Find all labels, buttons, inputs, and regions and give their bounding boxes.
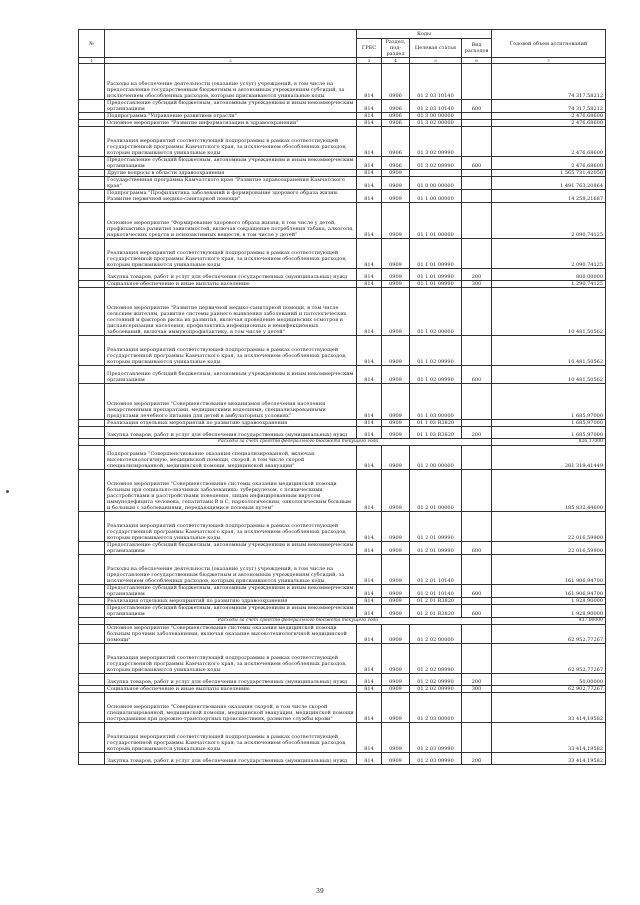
- table-row: [79, 585, 606, 598]
- row-target: 01 2 01 00000: [410, 470, 462, 512]
- row-number-cell: [79, 366, 105, 384]
- row-section: 0906: [382, 113, 410, 120]
- row-name: Реализация отдельных мероприятий по развитию здравоохранения: [105, 420, 357, 427]
- row-section: 0909: [382, 366, 410, 384]
- table-row: [79, 64, 606, 100]
- row-sum: 22 016,59900: [492, 542, 606, 555]
- row-name: Реализация мероприятий соответствующей подпрограммы в рамках соответствующей государственной программы Камчатского края, за исключением обособленных расходов, которым присваиваются уникальные коды: [105, 239, 357, 269]
- table-row: [79, 366, 606, 384]
- row-sum: 800,00000: [492, 269, 606, 281]
- row-exp-type: [462, 177, 492, 190]
- row-number-cell: [79, 427, 105, 439]
- row-exp-type: 600: [462, 542, 492, 555]
- row-name: Предоставление субсидий бюджетным, автономным учреждениям и иным некоммерческим организациям: [105, 100, 357, 113]
- row-number-cell: [79, 542, 105, 555]
- row-number-cell: [79, 336, 105, 366]
- row-target: 01 3 02 00000: [410, 120, 462, 127]
- row-sum: 10 481,50562: [492, 336, 606, 366]
- row-target: 01 1 03 00000: [410, 384, 462, 420]
- row-number-cell: [79, 439, 105, 446]
- row-grbs: 814: [357, 420, 382, 427]
- col-header-grbs: ГРБС: [357, 39, 382, 58]
- row-target: 01 2 01 R3820: [410, 598, 462, 605]
- row-section: 0909: [382, 177, 410, 190]
- table-row: [79, 281, 606, 288]
- row-grbs: 814: [357, 427, 382, 439]
- row-grbs: 814: [357, 555, 382, 585]
- row-target: 01 1 02 00000: [410, 288, 462, 336]
- row-target: 01 2 01 09990: [410, 512, 462, 542]
- row-name: Реализация мероприятий соответствующей подпрограммы в рамках соответствующей государственной программы Камчатского края, за исключением обособленных расходов, которым присваиваются уникальные коды: [105, 336, 357, 366]
- row-section: 0909: [382, 674, 410, 686]
- row-section: 0909: [382, 170, 410, 177]
- row-grbs: 814: [357, 127, 382, 157]
- row-exp-type: [462, 598, 492, 605]
- row-grbs: 814: [357, 100, 382, 113]
- row-section: 0909: [382, 336, 410, 366]
- row-target: 01 1 01 09990: [410, 239, 462, 269]
- col-index: 7: [492, 58, 606, 64]
- row-sum: 2 476,68600: [492, 127, 606, 157]
- row-target: 01 1 03 R3820: [410, 420, 462, 427]
- row-section: 0909: [382, 555, 410, 585]
- row-name: Социальное обеспечение и иные выплаты населению: [105, 686, 357, 693]
- row-exp-type: [462, 693, 492, 723]
- row-target: 01 1 02 09990: [410, 366, 462, 384]
- col-index: 1: [79, 58, 105, 64]
- table-row: [79, 203, 606, 239]
- row-sum: 185 832,44600: [492, 470, 606, 512]
- row-number-cell: [79, 693, 105, 723]
- page-number: 39: [316, 888, 324, 895]
- row-grbs: 814: [357, 157, 382, 170]
- note-text: Расходы за счет средств федерального бюджета текущего года: [105, 618, 492, 625]
- row-sum: 1 685,97000: [492, 420, 606, 427]
- row-section: 0909: [382, 598, 410, 605]
- row-exp-type: [462, 64, 492, 100]
- row-exp-type: 200: [462, 427, 492, 439]
- row-exp-type: [462, 384, 492, 420]
- row-number-cell: [79, 686, 105, 693]
- row-exp-type: 600: [462, 100, 492, 113]
- row-target: 01 2 03 10140: [410, 64, 462, 100]
- row-section: 0909: [382, 585, 410, 598]
- row-sum: 10 481,50562: [492, 288, 606, 336]
- row-exp-type: 600: [462, 585, 492, 598]
- row-section: 0909: [382, 625, 410, 644]
- table-row: [79, 674, 606, 686]
- table-row: [79, 470, 606, 512]
- row-exp-type: [462, 555, 492, 585]
- row-number-cell: [79, 157, 105, 170]
- row-exp-type: 300: [462, 281, 492, 288]
- row-number-cell: [79, 585, 105, 598]
- row-target: 01 2 00 00000: [410, 446, 462, 470]
- row-section: 0906: [382, 100, 410, 113]
- row-sum: 62 902,77267: [492, 686, 606, 693]
- row-name: Закупка товаров, работ и услуг для обеспечения государственных (муниципальных) нужд: [105, 269, 357, 281]
- row-target: 01 2 01 10140: [410, 555, 462, 585]
- row-target: 01 2 01 10140: [410, 585, 462, 598]
- row-sum: 33 414,19582: [492, 753, 606, 765]
- row-exp-type: [462, 120, 492, 127]
- row-name: Реализация отдельных мероприятий по развитию здравоохранения: [105, 598, 357, 605]
- table-row: [79, 120, 606, 127]
- row-grbs: 814: [357, 64, 382, 100]
- col-header-exp-type: Вид расходов: [462, 39, 492, 58]
- row-sum: 2 476,68600: [492, 120, 606, 127]
- row-target: 01 1 00 00000: [410, 190, 462, 203]
- row-sum: 10 481,50562: [492, 366, 606, 384]
- row-number-cell: [79, 753, 105, 765]
- row-exp-type: [462, 239, 492, 269]
- row-sum: 1 685,97000: [492, 427, 606, 439]
- row-name: Расходы на обеспечение деятельности (оказание услуг) учреждений, в том числе на предоставление государственным бюджетным и автономным учреждениям субсидий, за исключением обособленных расходов, которым присваиваются уникальные коды: [105, 64, 357, 100]
- row-exp-type: 200: [462, 753, 492, 765]
- row-number-cell: [79, 288, 105, 336]
- table-row: [79, 288, 606, 336]
- table-row: [79, 269, 606, 281]
- row-grbs: 814: [357, 470, 382, 512]
- row-section: 0909: [382, 203, 410, 239]
- row-sum: 161 906,94700: [492, 585, 606, 598]
- row-target: 01 1 01 00000: [410, 203, 462, 239]
- row-grbs: 814: [357, 512, 382, 542]
- note-text: Расходы за счет средств федерального бюджета текущего года: [105, 439, 492, 446]
- row-exp-type: [462, 512, 492, 542]
- row-number-cell: [79, 512, 105, 542]
- row-exp-type: [462, 723, 492, 753]
- row-target: 01 1 01 09990: [410, 269, 462, 281]
- row-grbs: 814: [357, 723, 382, 753]
- row-section: 0909: [382, 644, 410, 674]
- row-name: Предоставление субсидий бюджетным, автономным учреждениям и иным некоммерческим организациям: [105, 585, 357, 598]
- row-sum: 1 491 763,20864: [492, 177, 606, 190]
- row-number-cell: [79, 555, 105, 585]
- row-sum: 2 476,68600: [492, 113, 606, 120]
- row-target: 01 2 03 00000: [410, 693, 462, 723]
- row-exp-type: [462, 336, 492, 366]
- table-row: [79, 100, 606, 113]
- row-name: Основное мероприятие "Совершенствование системы оказания медицинской помощи больным прочими заболеваниями, включая оказание высокотехнологичной медицинской помощи": [105, 625, 357, 644]
- row-name: Закупка товаров, работ и услуг для обеспечения государственных (муниципальных) нужд: [105, 427, 357, 439]
- row-number-cell: [79, 170, 105, 177]
- col-header-target: Целевая статья: [410, 39, 462, 58]
- row-sum: 33 414,19582: [492, 723, 606, 753]
- row-sum: 1 685,97000: [492, 384, 606, 420]
- row-exp-type: [462, 190, 492, 203]
- row-exp-type: 300: [462, 686, 492, 693]
- row-target: 01 1 02 09990: [410, 336, 462, 366]
- row-name: Реализация мероприятий соответствующей подпрограммы в рамках соответствующей государственной программы Камчатского края, за исключением обособленных расходов, которым присваиваются уникальные коды: [105, 127, 357, 157]
- row-grbs: 814: [357, 686, 382, 693]
- row-section: 0909: [382, 512, 410, 542]
- row-sum: 14 258,21687: [492, 190, 606, 203]
- row-name: Основное мероприятие "Совершенствование механизмов обеспечения населения лекарственными препаратами, медицинскими изделиями, специализированными продуктами лечебного питания для детей в амбулаторных условиях": [105, 384, 357, 420]
- row-target: 01 2 01 09990: [410, 542, 462, 555]
- row-exp-type: [462, 625, 492, 644]
- row-target: 01 3 00 00000: [410, 113, 462, 120]
- row-name: Основное мероприятие "Совершенствование системы оказания медицинской помощи больным при социально-значимых заболеваниях: туберкулезом, с психическими расстройствами и расстройствами поведения, лицам инфицированным вирусом иммунодефицита человека, гепатитами В и С, наркологическим, онкологическим больным и больным с заболеваниями, передающимися половым путем": [105, 470, 357, 512]
- row-name: Предоставление субсидий бюджетным, автономным учреждениям и иным некоммерческим организациям: [105, 157, 357, 170]
- row-number-cell: [79, 113, 105, 120]
- row-target: 01 2 02 00000: [410, 625, 462, 644]
- row-number-cell: [79, 127, 105, 157]
- row-name: Социальное обеспечение и иные выплаты населению: [105, 281, 357, 288]
- row-grbs: 814: [357, 605, 382, 618]
- row-section: 0906: [382, 120, 410, 127]
- row-exp-type: [462, 127, 492, 157]
- row-number-cell: [79, 723, 105, 753]
- row-sum: 2 090,74125: [492, 239, 606, 269]
- row-target: 01 2 02 09990: [410, 644, 462, 674]
- row-target: [410, 170, 462, 177]
- row-number-cell: [79, 203, 105, 239]
- row-section: 0909: [382, 420, 410, 427]
- row-exp-type: 600: [462, 605, 492, 618]
- row-sum: 826,17000: [492, 439, 606, 446]
- col-header-codes: Коды: [357, 30, 492, 39]
- table-row: [79, 686, 606, 693]
- row-number-cell: [79, 446, 105, 470]
- row-sum: 62 952,77267: [492, 644, 606, 674]
- table-row: [79, 625, 606, 644]
- row-exp-type: [462, 113, 492, 120]
- col-header-number: №: [79, 30, 105, 58]
- row-sum: 281 319,41449: [492, 446, 606, 470]
- row-grbs: 814: [357, 177, 382, 190]
- table-row: [79, 446, 606, 470]
- row-exp-type: [462, 420, 492, 427]
- row-name: Закупка товаров, работ и услуг для обеспечения государственных (муниципальных) нужд: [105, 674, 357, 686]
- row-grbs: 814: [357, 625, 382, 644]
- row-grbs: 814: [357, 384, 382, 420]
- row-grbs: 814: [357, 542, 382, 555]
- row-grbs: 814: [357, 585, 382, 598]
- table-row: [79, 239, 606, 269]
- row-number-cell: [79, 384, 105, 420]
- budget-table-body: [79, 64, 606, 765]
- row-exp-type: [462, 203, 492, 239]
- row-target: 01 2 01 R3820: [410, 605, 462, 618]
- row-number-cell: [79, 618, 105, 625]
- row-number-cell: [79, 605, 105, 618]
- row-sum: 2 476,68600: [492, 157, 606, 170]
- table-row: [79, 113, 606, 120]
- row-target: 01 3 02 09990: [410, 127, 462, 157]
- col-index: 5: [410, 58, 462, 64]
- row-grbs: 814: [357, 239, 382, 269]
- row-number-cell: [79, 190, 105, 203]
- table-row: [79, 605, 606, 618]
- row-name: Основное мероприятие "Совершенствование оказания скорой, в том числе скорой специализированной, медицинской помощи, медицинской эвакуации, медицинской помощи пострадавшим при дорожно-транспортных происшествиях, развитие службы крови": [105, 693, 357, 723]
- row-section: 0909: [382, 269, 410, 281]
- row-number-cell: [79, 625, 105, 644]
- row-section: 0909: [382, 427, 410, 439]
- table-row: [79, 427, 606, 439]
- table-note-row: [79, 618, 606, 625]
- row-number-cell: [79, 281, 105, 288]
- row-grbs: 814: [357, 598, 382, 605]
- row-sum: 1 565 731,42050: [492, 170, 606, 177]
- row-sum: 62 952,77267: [492, 625, 606, 644]
- row-section: 0909: [382, 753, 410, 765]
- row-section: 0909: [382, 239, 410, 269]
- table-row: [79, 693, 606, 723]
- row-section: 0909: [382, 288, 410, 336]
- row-grbs: 814: [357, 203, 382, 239]
- row-grbs: 814: [357, 446, 382, 470]
- row-name: Основное мероприятие "Развитие информатизации в здравоохранении": [105, 120, 357, 127]
- table-row: [79, 170, 606, 177]
- col-header-annual: Годовой объем ассигнований: [492, 30, 606, 58]
- row-grbs: 814: [357, 366, 382, 384]
- row-section: 0909: [382, 470, 410, 512]
- scan-speck: [6, 490, 9, 493]
- row-name: Государственная программа Камчатского края "Развитие здравоохранения Камчатского края": [105, 177, 357, 190]
- row-number-cell: [79, 420, 105, 427]
- row-name: Предоставление субсидий бюджетным, автономным учреждениям и иным некоммерческим организациям: [105, 542, 357, 555]
- table-row: [79, 723, 606, 753]
- table-row: [79, 753, 606, 765]
- row-number-cell: [79, 120, 105, 127]
- row-section: 0909: [382, 190, 410, 203]
- row-number-cell: [79, 177, 105, 190]
- row-section: 0909: [382, 446, 410, 470]
- row-name: Другие вопросы в области здравоохранения: [105, 170, 357, 177]
- row-name: Основное мероприятие "Развитие первичной медико-санитарной помощи, в том числе сельским жителям, развитие системы раннего выявления заболеваний и патологических состояний и факторов риска их развития, включая проведение медицинских осмотров и диспансеризации населения, профилактика инфекционных и неинфекционных заболеваний, включая иммунопрофилактику, в том числе у детей": [105, 288, 357, 336]
- budget-table: [78, 29, 606, 765]
- row-grbs: 814: [357, 644, 382, 674]
- row-target: 01 2 03 09990: [410, 723, 462, 753]
- row-target: 01 3 02 09990: [410, 157, 462, 170]
- table-note-row: [79, 439, 606, 446]
- row-sum: 50,00000: [492, 674, 606, 686]
- table-row: [79, 512, 606, 542]
- row-sum: 74 317,58212: [492, 100, 606, 113]
- row-exp-type: 600: [462, 366, 492, 384]
- row-sum: 2 090,74125: [492, 203, 606, 239]
- row-grbs: 814: [357, 269, 382, 281]
- row-section: 0906: [382, 157, 410, 170]
- row-name: Подпрограмма "Профилактика заболеваний и формирование здорового образа жизни. Развитие первичной медико-санитарной помощи": [105, 190, 357, 203]
- row-number-cell: [79, 598, 105, 605]
- row-name: Реализация мероприятий соответствующей подпрограммы в рамках соответствующей государственной программы Камчатского края, за исключением обособленных расходов, которым присваиваются уникальные коды: [105, 644, 357, 674]
- row-grbs: 814: [357, 113, 382, 120]
- table-row: [79, 177, 606, 190]
- table-row: [79, 190, 606, 203]
- table-row: [79, 127, 606, 157]
- row-grbs: 814: [357, 190, 382, 203]
- col-index: 3: [357, 58, 382, 64]
- row-number-cell: [79, 470, 105, 512]
- col-header-name: [105, 30, 357, 58]
- row-sum: 161 906,94700: [492, 555, 606, 585]
- row-section: 0909: [382, 384, 410, 420]
- row-grbs: 814: [357, 674, 382, 686]
- row-grbs: 814: [357, 693, 382, 723]
- row-number-cell: [79, 64, 105, 100]
- table-row: [79, 542, 606, 555]
- table-row: [79, 555, 606, 585]
- row-sum: 1 928,90000: [492, 598, 606, 605]
- col-header-section: Раздел, под- раздел: [382, 39, 410, 58]
- row-number-cell: [79, 644, 105, 674]
- row-target: 01 2 02 09990: [410, 674, 462, 686]
- table-row: [79, 598, 606, 605]
- row-target: 01 1 01 09990: [410, 281, 462, 288]
- row-number-cell: [79, 100, 105, 113]
- row-exp-type: [462, 288, 492, 336]
- row-exp-type: [462, 470, 492, 512]
- row-grbs: 814: [357, 753, 382, 765]
- table-row: [79, 420, 606, 427]
- row-grbs: 814: [357, 120, 382, 127]
- row-name: Предоставление субсидий бюджетным, автономным учреждениям и иным некоммерческим организациям: [105, 366, 357, 384]
- row-target: 01 2 02 09990: [410, 686, 462, 693]
- row-target: 01 2 03 09990: [410, 753, 462, 765]
- row-number-cell: [79, 269, 105, 281]
- row-sum: 1 290,74125: [492, 281, 606, 288]
- row-section: 0909: [382, 542, 410, 555]
- row-grbs: 814: [357, 288, 382, 336]
- row-sum: 1 928,90000: [492, 605, 606, 618]
- col-index: 2: [105, 58, 357, 64]
- row-name: Предоставление субсидий бюджетным, автономным учреждениям и иным некоммерческим организациям: [105, 605, 357, 618]
- row-name: Подпрограмма "Совершенствование оказания специализированной, включая высокотехнологичную, медицинской помощи, скорой, в том числе скорой специализированной, медицинской помощи, медицинской эвакуации": [105, 446, 357, 470]
- row-sum: 33 414,19582: [492, 693, 606, 723]
- row-target: 01 1 03 R3820: [410, 427, 462, 439]
- row-exp-type: 200: [462, 269, 492, 281]
- table-row: [79, 384, 606, 420]
- row-sum: 937,00000: [492, 618, 606, 625]
- col-index: 6: [462, 58, 492, 64]
- row-name: Основное мероприятие "Формирование здорового образа жизни, в том числе у детей, профилактика развития зависимостей, включая сокращение потребления табака, алкоголя, наркотических средств и психоактивных веществ, в том числе у детей": [105, 203, 357, 239]
- table-row: [79, 157, 606, 170]
- row-name: Реализация мероприятий соответствующей подпрограммы в рамках соответствующей государственной программы Камчатского края, за исключением обособленных расходов, которым присваиваются уникальные коды: [105, 723, 357, 753]
- row-name: Реализация мероприятий соответствующей подпрограммы в рамках соответствующей государственной программы Камчатского края, за исключением обособленных расходов, которым присваиваются уникальные коды: [105, 512, 357, 542]
- row-sum: 74 317,58212: [492, 64, 606, 100]
- col-index: 4: [382, 58, 410, 64]
- row-exp-type: 600: [462, 157, 492, 170]
- row-exp-type: [462, 446, 492, 470]
- row-exp-type: 200: [462, 674, 492, 686]
- row-exp-type: [462, 644, 492, 674]
- row-section: 0906: [382, 64, 410, 100]
- row-sum: 22 016,59900: [492, 512, 606, 542]
- table-row: [79, 336, 606, 366]
- row-grbs: 814: [357, 170, 382, 177]
- row-section: 0909: [382, 605, 410, 618]
- row-section: 0906: [382, 127, 410, 157]
- row-section: 0909: [382, 693, 410, 723]
- row-grbs: 814: [357, 281, 382, 288]
- row-number-cell: [79, 239, 105, 269]
- row-section: 0909: [382, 281, 410, 288]
- row-name: Расходы на обеспечение деятельности (оказание услуг) учреждений, в том числе на предоставление государственным бюджетным и автономным учреждениям субсидий, за исключением обособленных расходов, которым присваиваются уникальные коды: [105, 555, 357, 585]
- row-name: Закупка товаров, работ и услуг для обеспечения государственных (муниципальных) нужд: [105, 753, 357, 765]
- row-section: 0909: [382, 686, 410, 693]
- row-exp-type: [462, 170, 492, 177]
- table-row: [79, 644, 606, 674]
- row-number-cell: [79, 674, 105, 686]
- row-grbs: 814: [357, 336, 382, 366]
- row-target: 01 0 00 00000: [410, 177, 462, 190]
- row-section: 0909: [382, 723, 410, 753]
- row-target: 01 2 03 10140: [410, 100, 462, 113]
- row-name: Подпрограмма "Управление развитием отрасли": [105, 113, 357, 120]
